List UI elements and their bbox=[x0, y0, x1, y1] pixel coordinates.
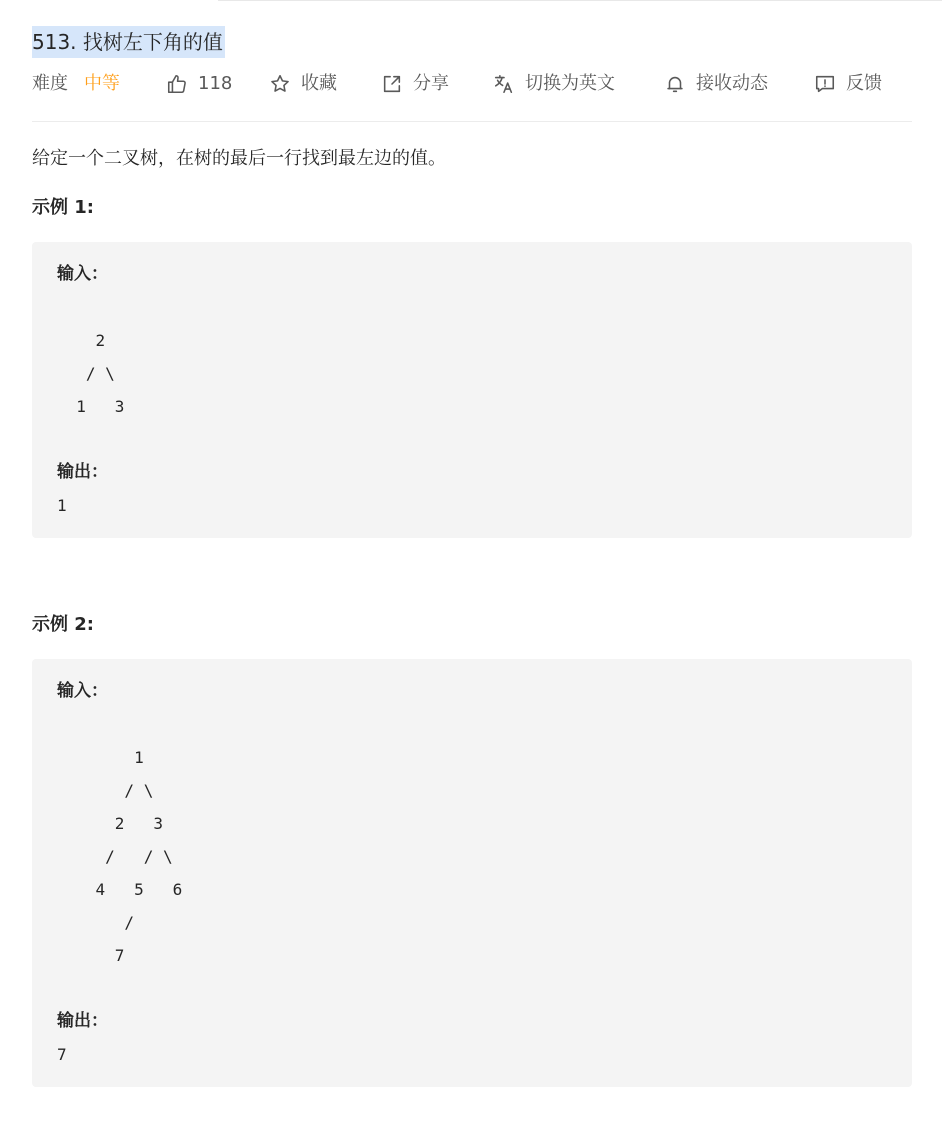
example-2-code-block bbox=[32, 659, 912, 1087]
example-1-code-block bbox=[32, 242, 912, 538]
example-2-heading: 示例 2: bbox=[32, 614, 94, 635]
header-divider bbox=[218, 0, 942, 1]
problem-description: 给定一个二叉树，在树的最后一行找到最左边的值。 bbox=[32, 148, 446, 169]
share-button[interactable] bbox=[381, 68, 449, 100]
difficulty bbox=[32, 68, 120, 100]
problem-title: 513. 找树左下角的值 bbox=[32, 26, 225, 58]
example-2-output-label: 输出： bbox=[57, 1011, 108, 1031]
example-1-output-value: 1 bbox=[57, 496, 67, 515]
switch-language-button[interactable] bbox=[493, 68, 615, 100]
star-icon bbox=[269, 73, 291, 95]
difficulty-label: 难度 bbox=[32, 73, 68, 94]
example-2-output-value: 7 bbox=[57, 1045, 67, 1064]
feedback-icon bbox=[814, 73, 836, 95]
problem-meta-toolbar bbox=[32, 68, 912, 100]
subscribe-button[interactable] bbox=[664, 68, 768, 100]
translate-icon bbox=[493, 73, 515, 95]
example-1-input-label: 输入： bbox=[57, 264, 108, 284]
example-2-input-tree: 1 / \ 2 3 / / \ 4 5 6 / 7 bbox=[95, 748, 183, 965]
like-count: 118 bbox=[198, 73, 233, 94]
share-icon bbox=[381, 73, 403, 95]
switch-language-label: 切换为英文 bbox=[525, 73, 615, 94]
feedback-label: 反馈 bbox=[846, 73, 882, 94]
thumbs-up-icon bbox=[166, 73, 188, 95]
subscribe-label: 接收动态 bbox=[696, 73, 768, 94]
like-button[interactable] bbox=[166, 68, 232, 100]
favorite-button[interactable] bbox=[269, 68, 337, 100]
example-1-heading: 示例 1: bbox=[32, 197, 94, 218]
bell-icon bbox=[664, 73, 686, 95]
meta-divider bbox=[32, 121, 912, 122]
example-2-input-label: 输入： bbox=[57, 681, 108, 701]
example-1-output-label: 输出： bbox=[57, 462, 108, 482]
example-1-input-tree: 2 / \ 1 3 bbox=[76, 331, 125, 416]
difficulty-value: 中等 bbox=[84, 73, 120, 94]
share-label: 分享 bbox=[413, 73, 449, 94]
feedback-button[interactable] bbox=[814, 68, 882, 100]
favorite-label: 收藏 bbox=[301, 73, 337, 94]
